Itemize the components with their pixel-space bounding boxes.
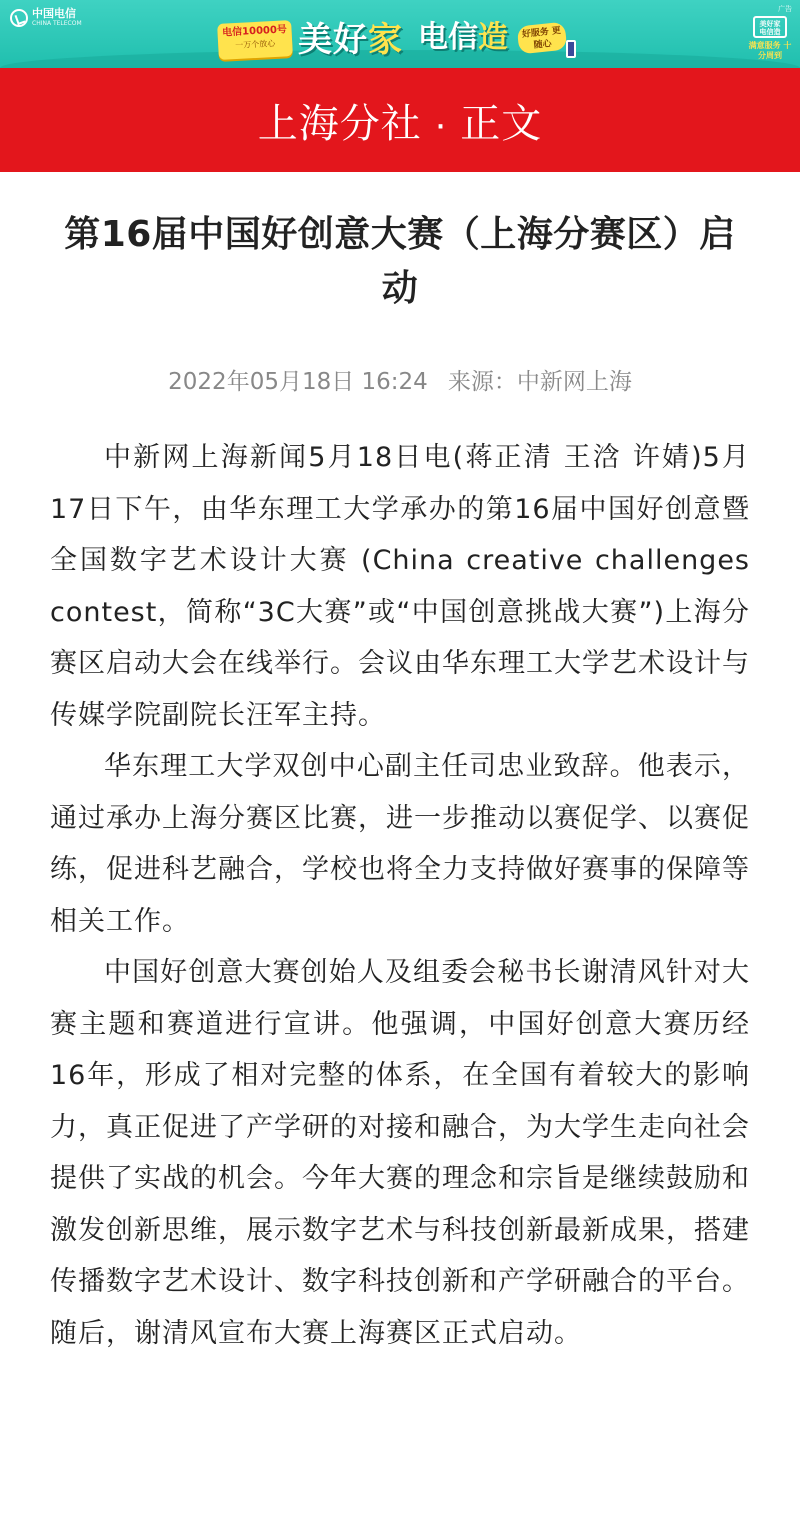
article	[0, 208, 800, 1359]
ad-hotline-badge	[217, 20, 293, 60]
article-source: 来源：中新网上海	[447, 369, 632, 395]
ad-label: 广告	[778, 5, 792, 13]
ad-hotline-sub: 一万个放心	[235, 38, 276, 51]
ad-slogan-primary	[298, 12, 403, 61]
section-header	[0, 68, 800, 172]
ad-brand-name: 中国电信	[32, 7, 76, 20]
ad-slogan-secondary	[418, 12, 508, 56]
section-title: 上海分社 · 正文	[257, 101, 543, 146]
ad-banner[interactable]	[0, 0, 800, 68]
ad-hotline-main: 电信10000号	[221, 24, 288, 39]
phone-icon	[566, 40, 576, 58]
article-paragraph: 华东理工大学双创中心副主任司忠业致辞。他表示，通过承办上海分赛区比赛，进一步推动以赛促学、以赛促练，促进科艺融合，学校也将全力支持做好赛事的保障等相关工作。	[50, 751, 750, 937]
ad-slogan-2-a: 电信	[418, 20, 478, 55]
ad-brand-sub: CHINA TELECOM	[32, 20, 82, 28]
ad-brand-logo	[10, 8, 82, 27]
telecom-logo-icon	[10, 9, 28, 27]
ad-right-slogan: 满意服务 十分周到	[748, 41, 792, 60]
article-paragraph: 中国好创意大赛创始人及组委会秘书长谢清风针对大赛主题和赛道进行宣讲。他强调，中国好创意大赛历经16年，形成了相对完整的体系，在全国有着较大的影响力，真正促进了产学研的对接和融合，为大学生走向社会提供了实战的机会。今年大赛的理念和宗旨是继续鼓励和激发创新思维，展示数字艺术与科技创新最新成果，搭建传播数字艺术设计、数字科技创新和产学研融合的平台。随后，谢清风宣布大赛上海赛区正式启动。	[50, 957, 750, 1349]
ad-speech-bubble: 好服务 更随心	[517, 22, 568, 55]
house-icon: 美好家 电信造	[753, 16, 787, 38]
ad-slogan-2-b: 造	[478, 20, 508, 55]
article-date: 2022年05月18日 16:24	[168, 369, 428, 395]
ad-slogan-1-a: 美好	[298, 20, 368, 60]
ad-slogan-1-b: 家	[368, 20, 403, 60]
ad-right-block	[748, 4, 792, 61]
article-paragraph: 中新网上海新闻5月18日电(蒋正清 王浛 许婧)5月17日下午，由华东理工大学承办的第16届中国好创意暨全国数字艺术设计大赛 (China creative challenges contest，简称“3C大赛”或“中国创意挑战大赛”)上海分赛区启动大会在线举行。会议由华东理工大学艺术设计与传媒学院副院长汪军主持。	[50, 442, 750, 731]
article-meta	[50, 362, 750, 402]
article-headline: 第16届中国好创意大赛（上海分赛区）启动	[64, 214, 736, 309]
article-body	[50, 432, 750, 1359]
